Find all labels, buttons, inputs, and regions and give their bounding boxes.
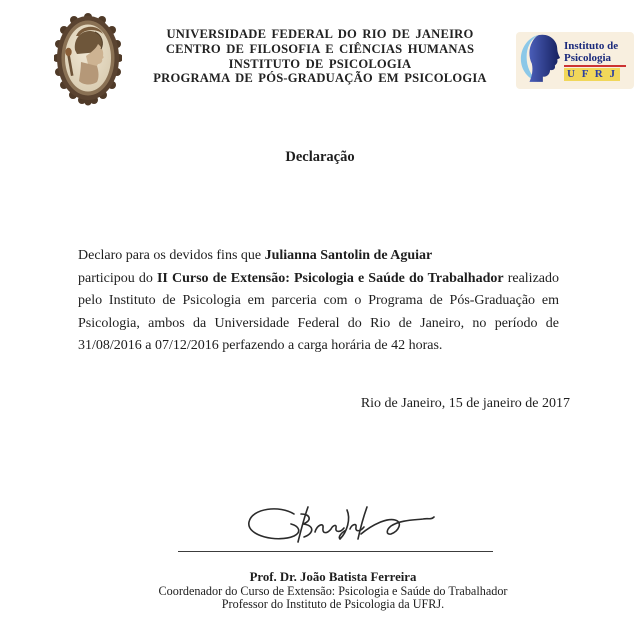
institution-line: UNIVERSIDADE FEDERAL DO RIO DE JANEIRO xyxy=(166,27,474,41)
signer-name: Prof. Dr. João Batista Ferreira xyxy=(249,570,417,584)
participation-paragraph xyxy=(78,268,559,358)
instituto-psicologia-logo xyxy=(516,32,634,89)
logo-acronym: U F R J xyxy=(564,68,620,81)
institution-line: INSTITUTO DE PSICOLOGIA xyxy=(228,56,412,71)
intro-prefix: Declaro para os devidos fins que xyxy=(78,248,265,263)
intro-line xyxy=(78,245,559,268)
institution-line: CENTRO DE FILOSOFIA E CIÊNCIAS HUMANAS xyxy=(165,41,475,56)
institution-header xyxy=(118,27,522,86)
participation-suffix: realizado pelo Instituto de Psicologia em parceria com o Programa de Pós-Graduação em Psicologia, ambos da Universidade Federal do Rio de Janeiro, no período de 31/08/2016 a 07/12/2016 perfazendo a carga horária de 42 horas. xyxy=(78,270,559,354)
signer-role-coordinator: Coordenador do Curso de Extensão: Psicologia e Saúde do Trabalhador xyxy=(158,583,508,598)
signature-line xyxy=(178,551,493,552)
signer-block xyxy=(26,571,640,612)
document-title: Declaração xyxy=(285,149,355,165)
psychology-head-icon xyxy=(518,32,562,89)
logo-red-rule xyxy=(564,65,626,67)
participation-prefix: participou do xyxy=(78,270,157,286)
logo-text-line2: Psicologia xyxy=(564,52,612,64)
declaration-body xyxy=(78,245,559,358)
institution-line: PROGRAMA DE PÓS-GRADUAÇÃO EM PSICOLOGIA xyxy=(153,71,487,86)
date-line: Rio de Janeiro, 15 de janeiro de 2017 xyxy=(360,396,570,411)
logo-text-line1: Instituto de xyxy=(564,40,619,52)
recipient-name: Julianna Santolin de Aguiar xyxy=(264,248,433,263)
ufrj-minerva-seal-icon xyxy=(54,12,122,106)
signer-role-professor: Professor do Instituto de Psicologia da UFRJ. xyxy=(221,597,445,612)
course-name: II Curso de Extensão: Psicologia e Saúde do Trabalhador xyxy=(156,270,504,286)
handwritten-signature xyxy=(228,494,440,552)
